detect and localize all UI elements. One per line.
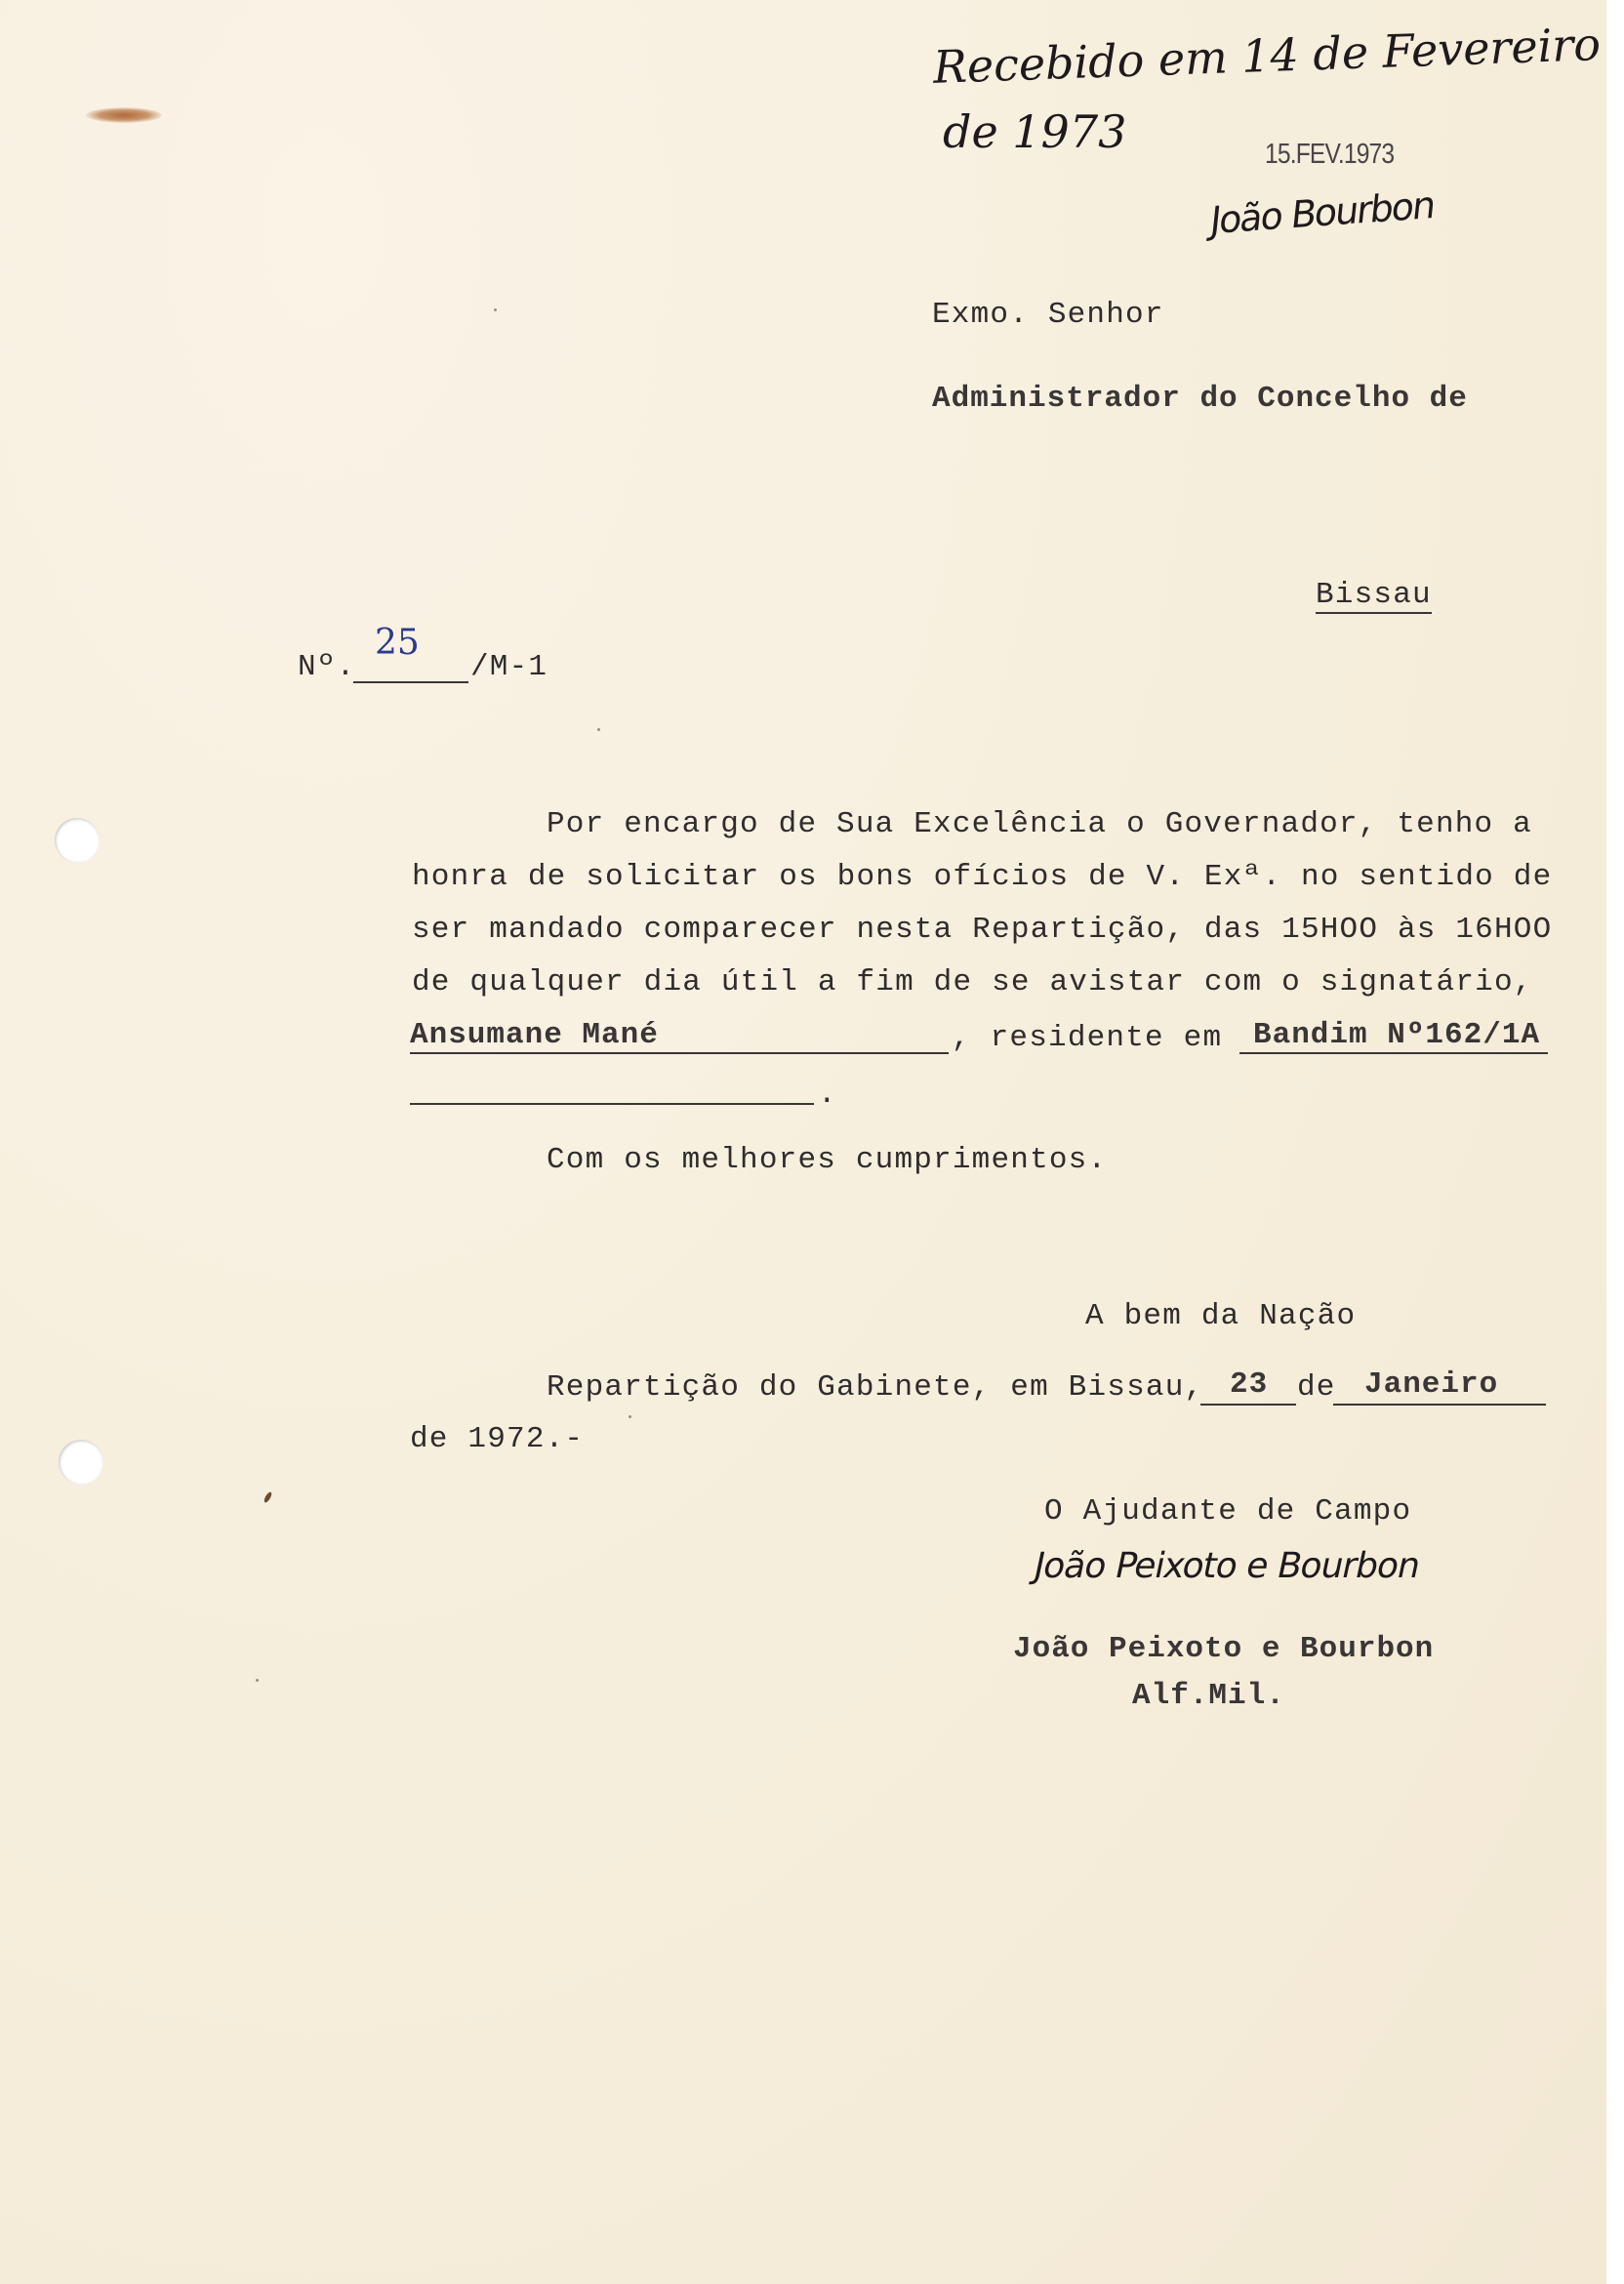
top-signature: João Bourbon (1207, 183, 1437, 243)
reference-suffix: /M-1 (470, 650, 548, 684)
signatory-signature: João Peixoto e Bourbon (1030, 1546, 1424, 1586)
body-period: . (818, 1078, 837, 1112)
addressee-city-text: Bissau (1316, 578, 1432, 612)
speck (597, 728, 600, 731)
date-year-line: de 1972.- (410, 1422, 585, 1456)
punch-hole-top (55, 818, 100, 863)
date-day: 23 (1230, 1367, 1269, 1402)
speck (629, 1415, 631, 1418)
received-date-stamp: 15.FEV.1973 (1265, 139, 1395, 170)
motto: A bem da Nação (1085, 1299, 1357, 1333)
place-date-prefix: Repartição do Gabinete, em Bissau, (547, 1370, 1204, 1405)
page-edge (1606, 0, 1624, 2284)
person-name: Ansumane Mané (410, 1018, 659, 1052)
salutation: Exmo. Senhor (932, 298, 1164, 332)
reference-number-line (353, 681, 468, 683)
handwritten-receipt-line2: de 1973 (943, 105, 1127, 158)
punch-hole-bottom (59, 1440, 103, 1485)
date-de: de (1297, 1370, 1336, 1405)
residence-continuation-line (410, 1103, 814, 1105)
signatory-name: João Peixoto e Bourbon (1013, 1632, 1435, 1666)
body-line-2: honra de solicitar os bons ofícios de V. Exª. no sentido de (412, 860, 1553, 894)
closing-line: Com os melhores cumprimentos. (547, 1143, 1108, 1177)
date-day-line (1200, 1404, 1296, 1406)
date-month-line (1333, 1404, 1546, 1406)
speck (256, 1679, 259, 1682)
addressee-city (1316, 578, 1432, 614)
addressee-title: Administrador do Concelho de (932, 382, 1468, 416)
date-month: Janeiro (1364, 1367, 1499, 1402)
speck (494, 308, 497, 311)
reference-number-handwritten: 25 (375, 623, 420, 663)
residence-address: Bandim Nº162/1A (1253, 1018, 1541, 1052)
handwritten-receipt-line1: Recebido em 14 de Fevereiro (932, 18, 1602, 94)
body-line-1: Por encargo de Sua Excelência o Governador, tenho a (547, 807, 1532, 841)
body-line-4: de qualquer dia útil a fim de se avistar com o signatário, (412, 965, 1533, 999)
reference-prefix: Nº. (298, 650, 356, 684)
residence-line (1239, 1052, 1548, 1054)
residence-label: , residente em (952, 1021, 1223, 1055)
person-name-line (410, 1052, 949, 1054)
signatory-role: O Ajudante de Campo (1044, 1494, 1412, 1529)
rust-mark (86, 107, 162, 123)
body-line-3: ser mandado comparecer nesta Repartição, das 15HOO às 16HOO (412, 913, 1553, 947)
signatory-rank: Alf.Mil. (1132, 1679, 1285, 1713)
